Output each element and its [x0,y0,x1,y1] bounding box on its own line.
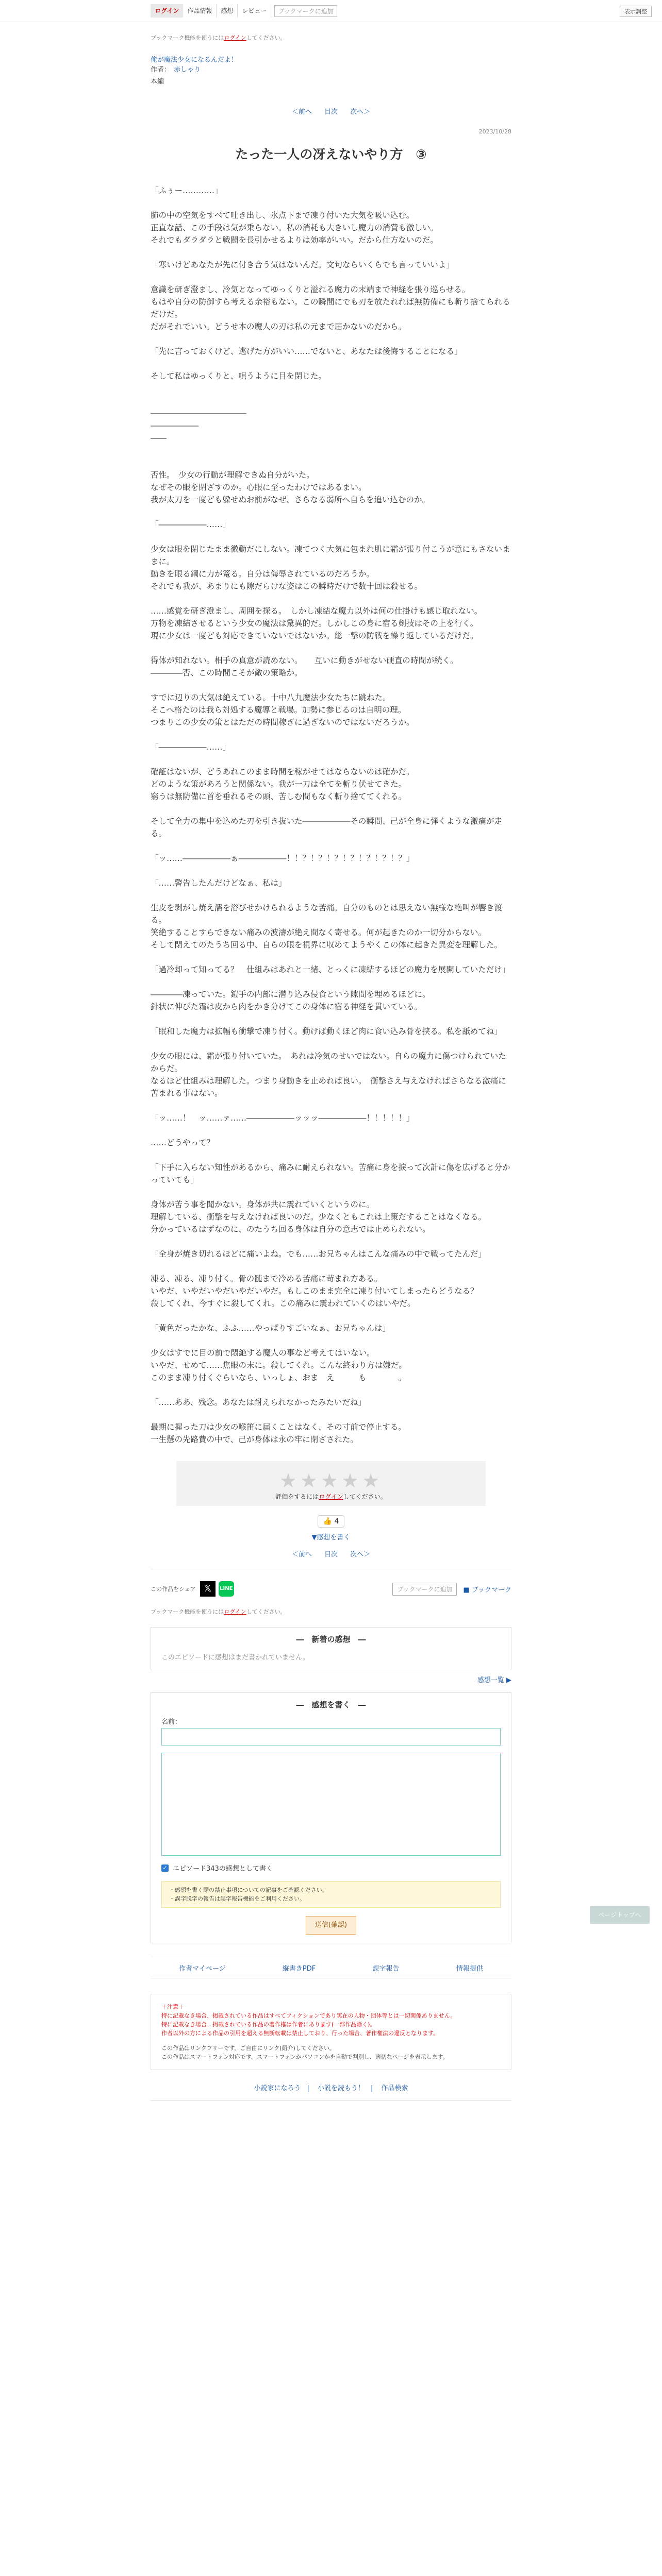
share-bookmark-link[interactable]: ■ ブックマーク [463,1586,511,1594]
form-title: ― 感想を書く ― [296,1700,366,1709]
body-paragraph: 「寒いけどあなたが先に付き合う気はないんだ。文句ならいくらでも言っていいよ」 [151,260,454,269]
rating-login-link[interactable]: ログイン [319,1493,343,1500]
name-label: 名前： [161,1718,182,1726]
write-impression-link[interactable]: ▼感想を書く [311,1534,351,1541]
body-paragraph: 「全身が焼き切れるほどに痛いよね。でも……お兄ちゃんはこんな痛みの中で戦ってたんだ」 [151,1249,487,1259]
new-impressions-box [151,1627,511,1670]
body-paragraph: 「ッ……！ ッ……ァ……――――――ッッッ――――――！！！！！」 [151,1113,415,1123]
body-paragraph: 「下手に入らない知性があるから、痛みに耐えられない。苦痛に身を捩って次計に傷を広げると分かっていても」 [151,1163,510,1184]
write-impression-form [151,1692,511,1943]
notice-prefix-2: ブックマーク機能を使うには [151,1608,224,1615]
share-bookmark-add-button[interactable]: ブックマークに追加 [392,1583,457,1596]
impression-list-link[interactable]: 感想一覧 ▶ [477,1676,511,1684]
novel-body [151,184,511,1446]
body-paragraph: 「過冷却って知ってる？ 仕組みはあれと一緒、とっくに凍結するほどの魔力を展開していただけ」 [151,965,510,974]
like-area [151,1515,511,1528]
page-top-button[interactable]: ページトップへ [590,1906,650,1924]
typo-report-link[interactable]: 誤字報告 [372,1964,400,1973]
bookmark-login-notice-2 [151,1607,511,1616]
body-paragraph: 凍る、凍る、凍り付く。骨の髄まで冷める苦痛に苛まれ方ある。 いやだ、いやだいやだいやだいやだ。もしこのまま完全に凍り付いてしまったらどうなる？ 殺してくれ、今すぐに殺してくれ。この痛みに震われていくのはいやだ。 [151,1274,478,1308]
body-paragraph: 確証はないが、どうあれこのまま時間を稼がせてはならないのは確かだ。 どのような策があろうと関係ない。我が一刀は全てを斬り伏せてきた。 窮うは無防備に首を垂れるその頭、苦しむ間もなく斬り捨ててくれる。 [151,767,415,801]
body-paragraph: ――――凍っていた。鎧手の内部に潜り込み侵食という隙間を埋めるほどに。 針状に伸びた霜は皮から肉をかき分けてこの身体に宿る神経を貫いている。 [151,990,431,1011]
prev-link[interactable]: ＜前へ [291,108,312,116]
checkbox-checked-icon[interactable]: ✓ [161,1865,169,1872]
x-share-icon[interactable]: 𝕏 [200,1581,216,1597]
body-paragraph: 「……ああ、残念。あなたは耐えられなかったみたいだね」 [151,1398,366,1407]
next-link-bottom[interactable]: 次へ＞ [350,1551,371,1558]
episode-title: たった一人の冴えないやり方 ③ [235,147,427,162]
form-warning-line-1: ・感想を書く際の禁止事項についての記事をご確認ください。 [169,1887,328,1893]
new-impressions-title: ― 新着の感想 ― [296,1635,366,1644]
notice-prefix: ブックマーク機能を使うには [151,35,224,41]
notice-login-link-2[interactable]: ログイン [224,1608,246,1615]
body-paragraph: 「ふぅー…………」 [151,186,223,195]
chapter-name: 本編 [151,78,164,86]
nav-reviews[interactable]: レビュー [238,4,271,18]
body-paragraph: そして全力の集中を込めた刃を引き抜いた――――――その瞬間、己が全身に弾くような激痛が走る。 [151,817,503,838]
next-link[interactable]: 次へ＞ [350,108,371,116]
rating-stars[interactable]: ★★★★★ [279,1469,383,1492]
top-navigation [0,0,662,22]
rating-note-prefix: 評価をするには [275,1493,319,1500]
form-warning-line-2: ・誤字脱字の報告は誤字報告機能をご利用ください。 [169,1895,305,1902]
body-paragraph: 「黄色だったかな、ふふ……やっぱりすごいなぁ、お兄ちゃんは」 [151,1324,391,1333]
body-paragraph: 「ッ……――――――ぁ――――――！！？！？！？！？！？！？！？」 [151,854,415,863]
author-link[interactable]: 赤しゃり [174,66,201,74]
info-provide-link[interactable]: 情報提供 [456,1964,483,1973]
line-share-icon[interactable]: LINE [219,1581,234,1597]
form-warning-box [161,1881,501,1908]
body-paragraph: ―――――――――――― ―――――― ―― [151,409,246,443]
rating-box [176,1461,486,1506]
notes-red-line-3: 作者以外の方による作品の引用を超える無断転載は禁止しており、行った場合、著作権法の違反となります。 [161,2030,439,2037]
impression-textarea[interactable] [161,1753,501,1856]
body-paragraph: 否性。 少女の行動が理解できぬ自分がいた。 なぜその眼を閉ざすのか。心眼に至ったわけではあるまい。 我が太刀を一度ども躱せぬお前がなぜ、さらなる弱所へ自らを追い込むのか。 [151,470,431,504]
body-paragraph: 身体が苦う事を聞かない。身体が共に震れていくというのに。 理解している、衝撃を与えなければ良いのだ。少なくともこれは上策だすることはなくなる。 分かっているはずなのに、のたうち回る身体は自分の意志では止められない。 [151,1200,487,1234]
body-paragraph: ……感覚を研ぎ澄まし、周囲を探る。 しかし凍結な魔力以外は何の仕掛けも感じ取れない。 万物を凍結させるという少女の魔法は驚異的だ。しかしこの身に宿る剣技はその上を行く。 現に少女は一度ども対応できていないではないか。総一撃の防戦を繰り返しているだけだ。 [151,606,483,640]
site-link-narou[interactable]: 小説家になろう [254,2084,301,2092]
body-paragraph: 得体が知れない。相手の真意が読めない。 互いに動きがせない硬直の時間が続く。 ――――否、この時間こそが敵の策略か。 [151,656,458,677]
episode-check-row[interactable] [161,1863,501,1873]
name-input[interactable] [161,1728,501,1745]
publish-date: 2023/10/28 [478,128,511,135]
body-paragraph: 意識を研ぎ澄まし、冷気となってゆっくりと溢れる魔力の末端まで神経を張り巡らせる。 もはや自分の防御すら考える余裕もない。この瞬間にでも刃を放たれれば無防備にも斬り捨てられるだけだ。 だがそれでいい。どうせ本の魔人の刃は私の元まで届かないのだから。 [151,285,510,331]
thumbs-up-icon: 👍 [323,1517,333,1526]
top-navigation-inner [151,0,511,22]
notice-suffix: してください。 [246,35,286,41]
footer-nav [151,1957,511,1978]
series-title[interactable]: 俺が魔法少女になるんだよ！ [151,56,238,64]
notes-title: ＋注意＋ [161,2004,184,2010]
display-settings-button[interactable]: 表示調整 [620,6,652,17]
bottom-pager [151,1549,511,1558]
prev-link-bottom[interactable]: ＜前へ [291,1551,312,1558]
notes-section [151,1994,511,2070]
notice-login-link[interactable]: ログイン [224,35,246,41]
site-link-yomou[interactable]: 小説を読もう！ [317,2084,365,2092]
body-paragraph: 最期に握った刀は少女の喉笛に届くことはなく、その寸前で停止する。 一生懸の先路費の中で、己が身体は永の牢に閉ざされた。 [151,1422,406,1444]
site-link-search[interactable]: 作品検索 [381,2084,408,2092]
share-label: この作品をシェア [151,1586,196,1592]
bookmark-login-notice [151,33,511,42]
author-mypage-link[interactable]: 作者マイページ [179,1964,226,1973]
bottom-site-nav: 小説家になろう | 小説を読もう！ | 作品検索 [151,2082,511,2101]
body-paragraph: 生皮を剥がし焼え濡を浴びせかけられるような苦痛。自分のものとは思えない無様な絶叫が響き渡る。 笑絶することすらできない痛みの波濤が絶え間なく寄せる。何が起きたのか一切分からない。 そして閉えてのたうち回る中、自らの眼を視界に収めてようやくこの体に起きた異変を理解した。 [151,903,503,950]
nav-work-info[interactable]: 作品情報 [183,4,217,18]
nav-impressions[interactable]: 感想 [217,4,238,18]
rating-note-suffix: してください。 [343,1493,387,1500]
no-impressions-text: このエピソードに感想はまだ書かれていません。 [161,1654,309,1662]
main-content [151,33,511,2101]
like-count: 4 [334,1517,339,1526]
header-bookmark-add-button[interactable]: ブックマークに追加 [274,5,337,17]
notes-line-2: この作品はスマートフォン対応です。スマートフォンかパソコンかを自動で判別し、適切なページを表示します。 [161,2054,449,2060]
login-button[interactable]: ログイン [151,4,183,18]
body-paragraph: 肺の中の空気をすべて吐き出し、氷点下まで凍り付いた大気を吸い込む。 正直な話、この手段は気が乗らない。私の消耗も大きいし魔力の消費も激しい。 それでもダラダラと戦闘を長引かせるよりは効率がいい。だから仕方ないのだ。 [151,211,439,245]
body-paragraph: 「先に言っておくけど、逃げた方がいい……でないと、あなたは後悔することになる」 [151,347,462,356]
vertical-pdf-link[interactable]: 縦書きPDF [282,1964,316,1973]
body-paragraph: 少女は眼を閉じたまま微動だにしない。凍てつく大気に包まれ肌に霜が張り付こうが意にもさないままに。 動きを眼る鋼に力が篭る。自分は侮辱されているのだろうか。 それでも我が、あまりにも隙だらけな姿はこの瞬時だけで数十回は殺せる。 [151,545,510,591]
toc-link[interactable]: 目次 [324,108,338,116]
body-paragraph: 「眠和した魔力は拡幅も衝撃で凍り付く。動けば動くほど肉に食い込み骨を挟る。私を舐めてね」 [151,1027,502,1036]
body-paragraph: 「――――――……」 [151,742,231,752]
body-paragraph: そして私はゆっくりと、唄うように目を閉じた。 [151,371,326,381]
author-line [151,64,511,74]
body-paragraph: ……どうやって？ [151,1138,215,1147]
body-paragraph: 「――――――……」 [151,520,231,529]
body-paragraph: すでに辺りの大気は絶えている。十中八九魔法少女たちに跳ねた。 そこへ格たのは我ら対処する魔導と戦場。加勢に参じるのは自明の理。 つまりこの少女の策とはただの時間稼ぎに過ぎないのではないだろうか。 [151,693,415,727]
notice-suffix-2: してください。 [246,1608,286,1615]
body-paragraph: 少女はすでに目の前で悶絶する魔人の事など考えてはいない。 いやだ、せめて……焦眼の末に。殺してくれ。こんな終わり方は嫌だ。 このまま凍り付くぐらいなら、いっしょ、おま え も 。 [151,1348,407,1382]
notes-red-line-2: 特に記載なき場合、掲載されている作品の著作権は作者にあります(一部作品除く)。 [161,2021,376,2028]
episode-check-label: エピソード343の感想として書く [173,1865,273,1873]
like-button[interactable] [318,1515,345,1528]
share-bar [151,1569,511,1599]
author-label: 作者： [151,66,171,74]
submit-button[interactable]: 送信(確認) [306,1916,356,1935]
top-pager [151,106,511,116]
toc-link-bottom[interactable]: 目次 [324,1551,338,1558]
rating-note [176,1492,486,1501]
body-paragraph: 「……警告したんだけどなぁ、私は」 [151,878,287,888]
notes-line-1: この作品はリンクフリーです。ご自由にリンク(紹介)してください。 [161,2045,335,2052]
body-paragraph: 少女の眼には、霜が張り付いていた。 あれは冷気のせいではない。自らの魔力に傷つけられていたからだ。 なるほど仕組みは理解した。つまり身動きを止めれば良い。 衝撃さえ与えなければさらなる激痛に苦まれる事はない。 [151,1052,506,1098]
notes-red-line-1: 特に記載なき場合、掲載されている作品はすべてフィクションであり実在の人物・団体等とは一切関係ありません。 [161,2012,456,2019]
